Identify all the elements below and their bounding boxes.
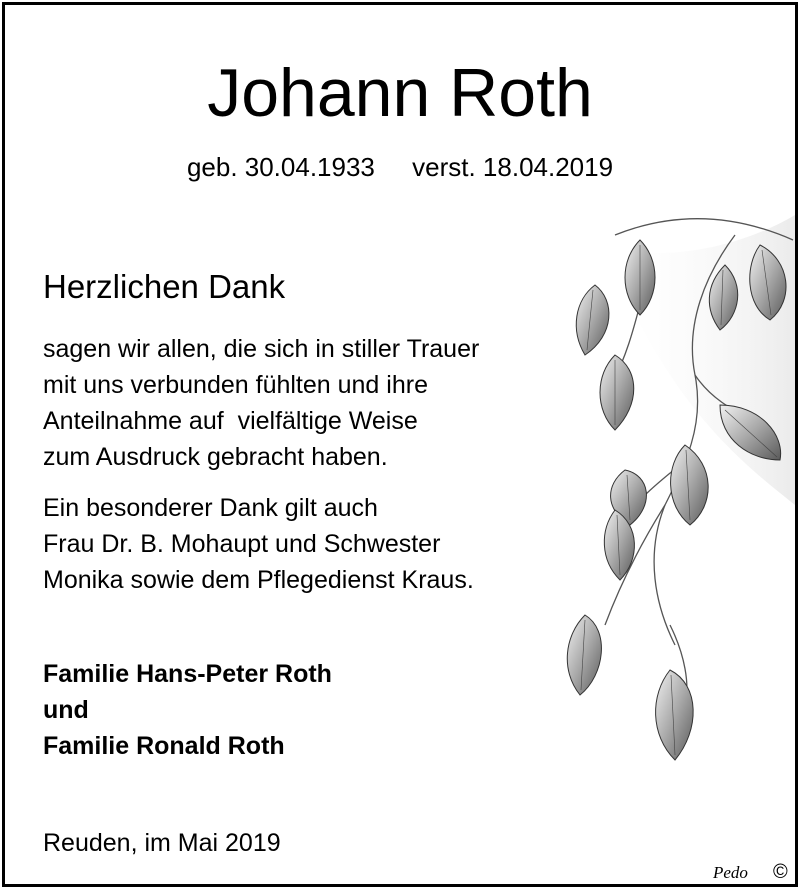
- birth-date: geb. 30.04.1933: [186, 152, 375, 182]
- life-dates: [5, 151, 795, 183]
- thanks-paragraph: [43, 331, 563, 475]
- obituary-card: [2, 2, 798, 887]
- text-line: sagen wir allen, die sich in stiller Trauer: [43, 335, 480, 363]
- place-date: Reuden, im Mai 2019: [43, 829, 281, 857]
- family-line: Familie Ronald Roth: [43, 732, 285, 760]
- text-line: Ein besonderer Dank gilt auch: [43, 494, 378, 522]
- birch-leaves-illustration: [545, 205, 795, 775]
- leaf: [600, 355, 634, 430]
- text-line: Anteilnahme auf vielfältige Weise: [43, 407, 418, 435]
- text-line: Monika sowie dem Pflegedienst Kraus.: [43, 566, 474, 594]
- family-line: und: [43, 696, 89, 724]
- special-thanks-paragraph: [43, 490, 563, 598]
- text-line: zum Ausdruck gebracht haben.: [43, 443, 388, 471]
- copyright-symbol: ©: [773, 861, 788, 883]
- artist-signature: Pedo: [713, 863, 748, 882]
- text-line: mit uns verbunden fühlten und ihre: [43, 371, 428, 399]
- deceased-name: Johann Roth: [207, 55, 593, 131]
- text-line: Frau Dr. B. Mohaupt und Schwester: [43, 530, 441, 558]
- family-line: Familie Hans-Peter Roth: [43, 660, 332, 688]
- death-date: verst. 18.04.2019: [412, 152, 614, 182]
- family-signatures: [43, 656, 332, 764]
- thanks-heading: Herzlichen Dank: [43, 268, 286, 305]
